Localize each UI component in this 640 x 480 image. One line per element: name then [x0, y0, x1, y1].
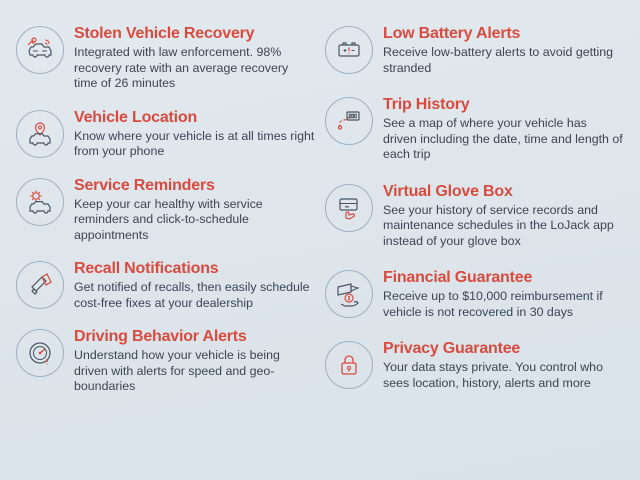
feature-text [74, 259, 315, 311]
lock-icon [325, 341, 373, 389]
feature-description: Your data stays private. You control who sees location, history, alerts and more [383, 360, 603, 390]
feature-text [74, 24, 315, 92]
feature-item [325, 339, 624, 391]
feature-description: Receive up to $10,000 reimbursement if vehicle is not recovered in 30 days [383, 289, 603, 319]
feature-description: Keep your car healthy with service reminders and click-to-schedule appointments [74, 196, 263, 242]
megaphone-icon [16, 261, 64, 309]
battery-alert-icon [325, 26, 373, 74]
money-hand-icon [325, 270, 373, 318]
feature-description: See your history of service records and maintenance schedules in the LoJack app instead of your glove box [383, 202, 614, 248]
car-satellite-icon [16, 26, 64, 74]
car-gear-icon [16, 178, 64, 226]
feature-item [325, 182, 624, 250]
feature-title: Trip History [383, 96, 470, 113]
trip-route-icon [325, 97, 373, 145]
feature-title: Vehicle Location [74, 108, 198, 126]
feature-item [325, 95, 624, 163]
feature-text [383, 95, 624, 163]
feature-text [383, 24, 624, 76]
feature-item [325, 24, 624, 76]
feature-columns [16, 24, 624, 464]
feature-description: See a map of where your vehicle has driven including the date, time and length of each trip [383, 116, 623, 161]
feature-text [74, 327, 315, 395]
feature-item [16, 176, 315, 244]
feature-item [16, 108, 315, 160]
feature-item [16, 24, 315, 92]
feature-text [383, 182, 624, 250]
feature-text [74, 108, 315, 160]
feature-title: Low Battery Alerts [383, 25, 521, 42]
feature-title: Recall Notifications [74, 260, 219, 277]
feature-text [74, 176, 315, 244]
feature-column-right [325, 24, 624, 464]
car-map-pin-icon [16, 110, 64, 158]
feature-title: Service Reminders [74, 176, 215, 194]
feature-item [16, 259, 315, 311]
feature-title: Virtual Glove Box [383, 182, 513, 200]
feature-description: Know where your vehicle is at all times right from your phone [74, 128, 315, 158]
feature-description: Get notified of recalls, then easily schedule cost-free fixes at your dealership [74, 280, 310, 310]
feature-item [325, 268, 624, 320]
feature-column-left [16, 24, 315, 464]
feature-title: Financial Guarantee [383, 269, 533, 286]
feature-item [16, 327, 315, 395]
feature-description: Receive low-battery alerts to avoid getting stranded [383, 45, 614, 75]
feature-text [383, 339, 624, 391]
speedometer-alert-icon [16, 329, 64, 377]
feature-title: Privacy Guarantee [383, 340, 521, 357]
feature-description: Integrated with law enforcement. 98% recovery rate with an average recovery time of 26 minutes [74, 45, 289, 90]
feature-description: Understand how your vehicle is being driven with alerts for speed and geo-boundaries [74, 348, 280, 393]
glove-box-hand-icon [325, 184, 373, 232]
feature-title: Stolen Vehicle Recovery [74, 25, 255, 42]
feature-title: Driving Behavior Alerts [74, 328, 247, 345]
feature-text [383, 268, 624, 320]
